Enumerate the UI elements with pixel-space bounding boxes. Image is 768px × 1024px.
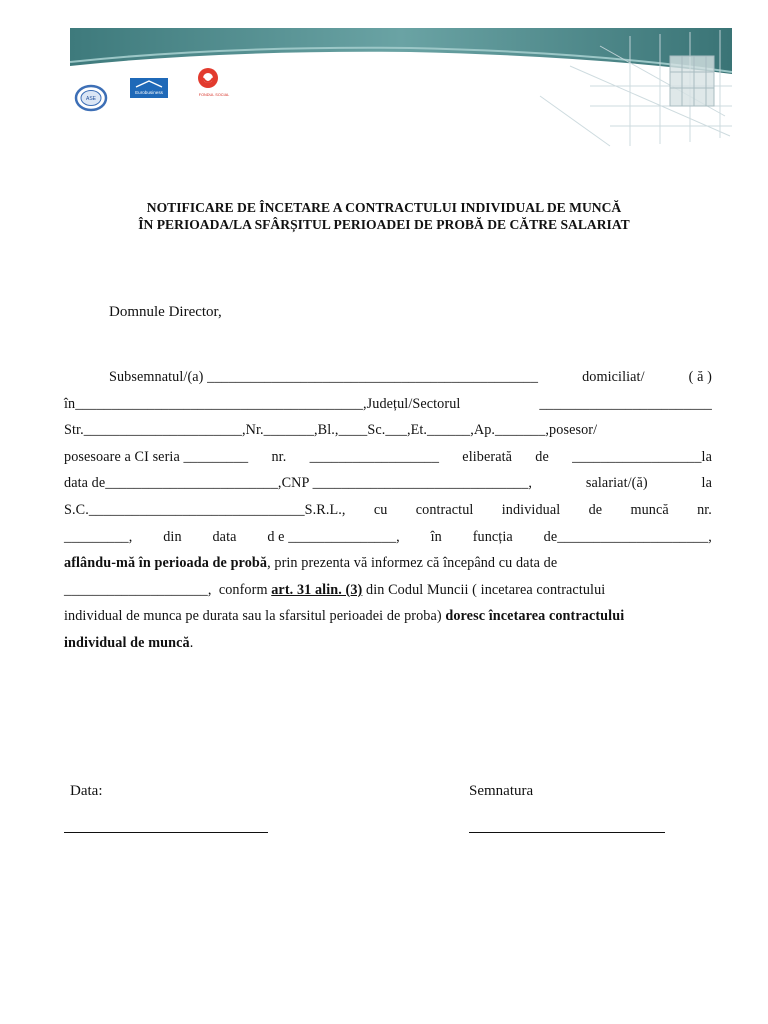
body-line-7: _________, din data d e _______________, în funcția de_____________________, <box>64 528 712 545</box>
body-line-4: posesoare a CI seria _________ nr. __________________ eliberată de __________________la <box>64 448 712 465</box>
body-line-8: aflându-mă în perioada de probă , prin prezenta vă informez că începând cu data de <box>64 555 558 572</box>
title-line-2: ÎN PERIOADA/LA SFÂRȘITUL PERIOADEI DE PROBĂ DE CĂTRE SALARIAT <box>138 217 630 232</box>
body-line-1: Subsemnatul/(a) ______________________________________________ domiciliat/ ( ă ) <box>109 369 712 385</box>
body-line-11: individual de muncă . <box>64 634 194 651</box>
salutation: Domnule Director, <box>109 304 222 320</box>
title-line-1: NOTIFICARE DE ÎNCETARE A CONTRACTULUI INDIVIDUAL DE MUNCĂ <box>146 200 622 215</box>
body-line-5: data de________________________,CNP ______________________________, salariat/(ă) la <box>64 475 712 492</box>
date-label: Data: <box>70 783 103 799</box>
logo-strip <box>72 66 242 114</box>
svg-text:Eurobusiness: Eurobusiness <box>135 90 163 95</box>
svg-text:FONDUL SOCIAL: FONDUL SOCIAL <box>198 93 230 97</box>
body-line-9: ____________________, conform art. 31 alin. (3) din Codul Muncii ( incetarea contractului <box>64 581 606 598</box>
body-line-10: individual de munca pe durata sau la sfarsitul perioadei de proba) doresc încetarea contractului <box>64 608 625 625</box>
notification-body <box>64 364 712 657</box>
svg-text:ASE: ASE <box>85 96 97 102</box>
social-fund-logo <box>190 66 234 100</box>
body-line-3: Str.______________________,Nr._______,Bl.,____Sc.___,Et.______,Ap._______,posesor/ <box>64 422 598 439</box>
date-line <box>64 832 268 833</box>
body-line-6: S.C.______________________________S.R.L., cu contractul individual de muncă nr. <box>64 501 712 518</box>
signature-line <box>469 832 665 833</box>
body-line-2: în________________________________________,Județul/Sectorul ________________________ <box>64 395 712 412</box>
eurobusiness-logo <box>130 78 168 98</box>
document-title <box>0 199 768 233</box>
signature-label: Semnatura <box>469 783 534 799</box>
ase-logo <box>74 84 108 112</box>
